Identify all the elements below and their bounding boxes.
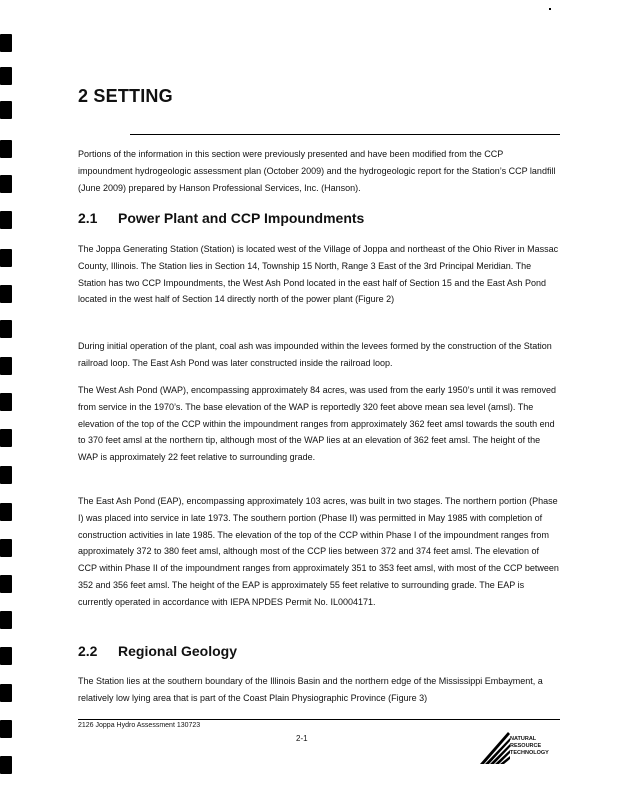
binder-holes (0, 0, 14, 800)
footer-rule (78, 719, 560, 720)
paragraph-west-ash-pond: The West Ash Pond (WAP), encompassing approximately 84 acres, was used from the early 1950’s until it was removed from service in the 1970’s. The base elevation of the WAP is reportedly 320 feet above mean sea level (amsl). The elevation of the top of the CCP within the impoundment ranges from approximately 362 feet amsl towards the south end to 370 feet amsl at the northern tip, although most of the WAP lies at an elevation of 362 feet amsl. The height of the WAP is approximately 22 feet relative to surrounding grade. (78, 385, 557, 463)
logo-wordmark: NATURAL RESOURCE TECHNOLOGY (510, 736, 549, 756)
paragraph-initial-operation: During initial operation of the plant, coal ash was impounded within the levees formed by the construction of the Station railroad loop. The East Ash Pond was later constructed inside the railroad loop. (78, 341, 552, 368)
section-title: 2 SETTING (78, 86, 173, 106)
subsection-heading-2-1 (78, 210, 364, 226)
paragraph-station-location: The Joppa Generating Station (Station) is located west of the Village of Joppa and northeast of the Ohio River in Massac County, Illinois. The Station lies in Section 14, Township 15 North, Range 3 East of the 3rd Principal Meridian. The Station has two CCP Impoundments, the West Ash Pond located in the east half of Section 15 and the East Ash Pond located in the west half of Section 14 directly north of the power plant (Figure 2) (78, 244, 559, 305)
section-rule (130, 134, 560, 135)
subsection-number: 2.1 (78, 210, 98, 226)
subsection-heading-2-2 (78, 643, 237, 659)
paragraph-regional-geology: The Station lies at the southern boundary of the Illinois Basin and the northern edge of the Mississippi Embayment, a relatively low lying area that is part of the Coast Plain Physiographic Province (Figure 3) (78, 676, 543, 703)
footer-doc-id: 2126 Joppa Hydro Assessment 130723 (78, 722, 201, 729)
subsection-title: Power Plant and CCP Impoundments (118, 210, 365, 226)
paragraph-east-ash-pond: The East Ash Pond (EAP), encompassing approximately 103 acres, was built in two stages. The northern portion (Phase I) was placed into service in late 1973. The southern portion (Phase II) was permitted in May 1985 with completion of construction activities in late 1985. The elevation of the top of the CCP within Phase I of the impoundment ranges from approximately 372 to 380 feet amsl, although most of the CCP lies between 372 and 374 feet amsl. The elevation of CCP within Phase II of the impoundment ranges from approximately 351 to 353 feet amsl, with most of the CCP between 352 and 356 feet amsl. The height of the EAP is approximately 55 feet relative to surrounding grade. The EAP is currently operated in accordance with IEPA NPDES Permit No. IL0004171. (78, 496, 559, 607)
document-page (78, 0, 560, 800)
page-number: 2-1 (296, 734, 308, 743)
section-intro: Portions of the information in this section were previously presented and have been modified from the CCP impoundment hydrogeologic assessment plan (October 2009) and the hydrogeologic report for the Station’s CCP landfill (June 2009) prepared by Hanson Professional Services, Inc. (Hanson). (78, 149, 556, 193)
subsection-title: Regional Geology (118, 643, 238, 659)
subsection-number: 2.2 (78, 643, 98, 659)
